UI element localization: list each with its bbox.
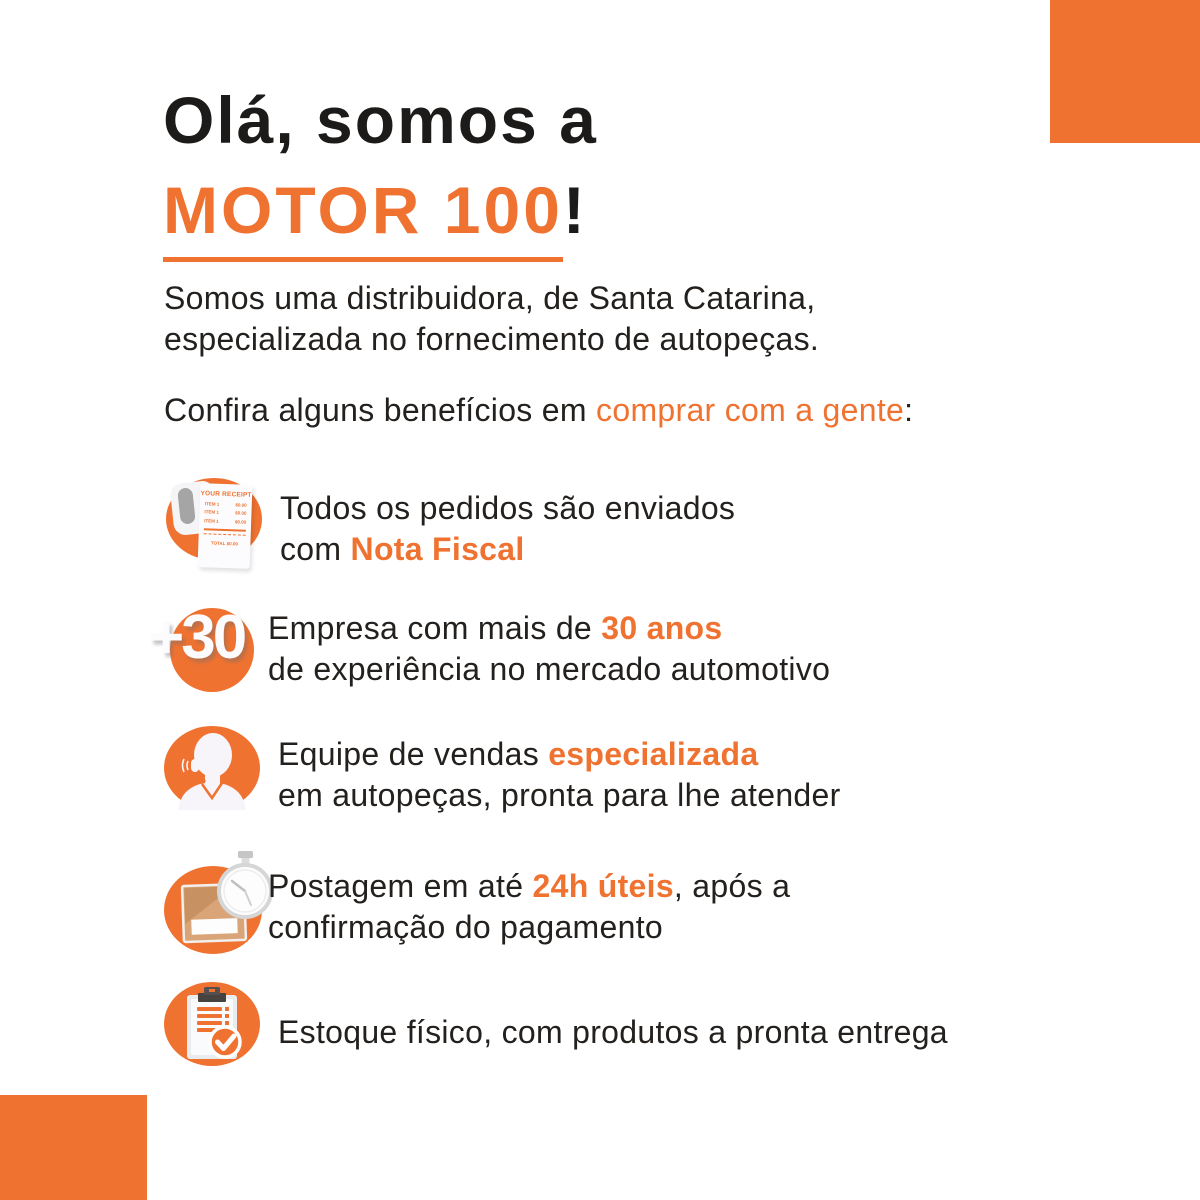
description-line-1: Somos uma distribuidora, de Santa Catarina, [164, 280, 816, 316]
intro-highlight: comprar com a gente [596, 392, 905, 428]
brand-exclamation: ! [562, 173, 585, 247]
benefit-4-text: Postagem em até 24h úteis, após a confirmação do pagamento [268, 868, 791, 945]
brand-name: MOTOR 100 [163, 172, 563, 262]
description-line-2: especializada no fornecimento de autopeças. [164, 321, 820, 357]
benefit-1-text: Todos os pedidos são enviados com Nota Fiscal [280, 490, 736, 567]
plus-30-badge-icon [150, 598, 272, 694]
company-description [164, 278, 819, 360]
benefit-2-text: Empresa com mais de 30 anos de experiência no mercado automotivo [268, 610, 831, 687]
receipt-icon [166, 474, 262, 576]
plus-30-label: +30 [148, 603, 245, 672]
receipt-total: TOTAL $0.00 [210, 540, 238, 546]
top-right-orange-square [1050, 0, 1200, 143]
bottom-left-orange-square [0, 1095, 147, 1200]
greeting-heading: Olá, somos a [163, 83, 598, 157]
brand-heading [163, 172, 585, 262]
benefits-intro: Confira alguns benefícios em comprar com a gente: [164, 392, 914, 428]
clipboard-check-icon [164, 982, 260, 1066]
receipt-paper: YOUR RECEIPT ITEM 1 $0.00 ITEM 1 $0.00 ITEM 1 $0.00 TOTAL $0.00 [198, 483, 253, 569]
benefit-3-text: Equipe de vendas especializada em autopeças, pronta para lhe atender [278, 736, 841, 813]
support-agent-icon [164, 726, 260, 810]
shipping-box-stopwatch-icon [158, 843, 273, 958]
benefit-5-text: Estoque físico, com produtos a pronta entrega [278, 1014, 948, 1050]
receipt-title: YOUR RECEIPT [200, 490, 252, 499]
